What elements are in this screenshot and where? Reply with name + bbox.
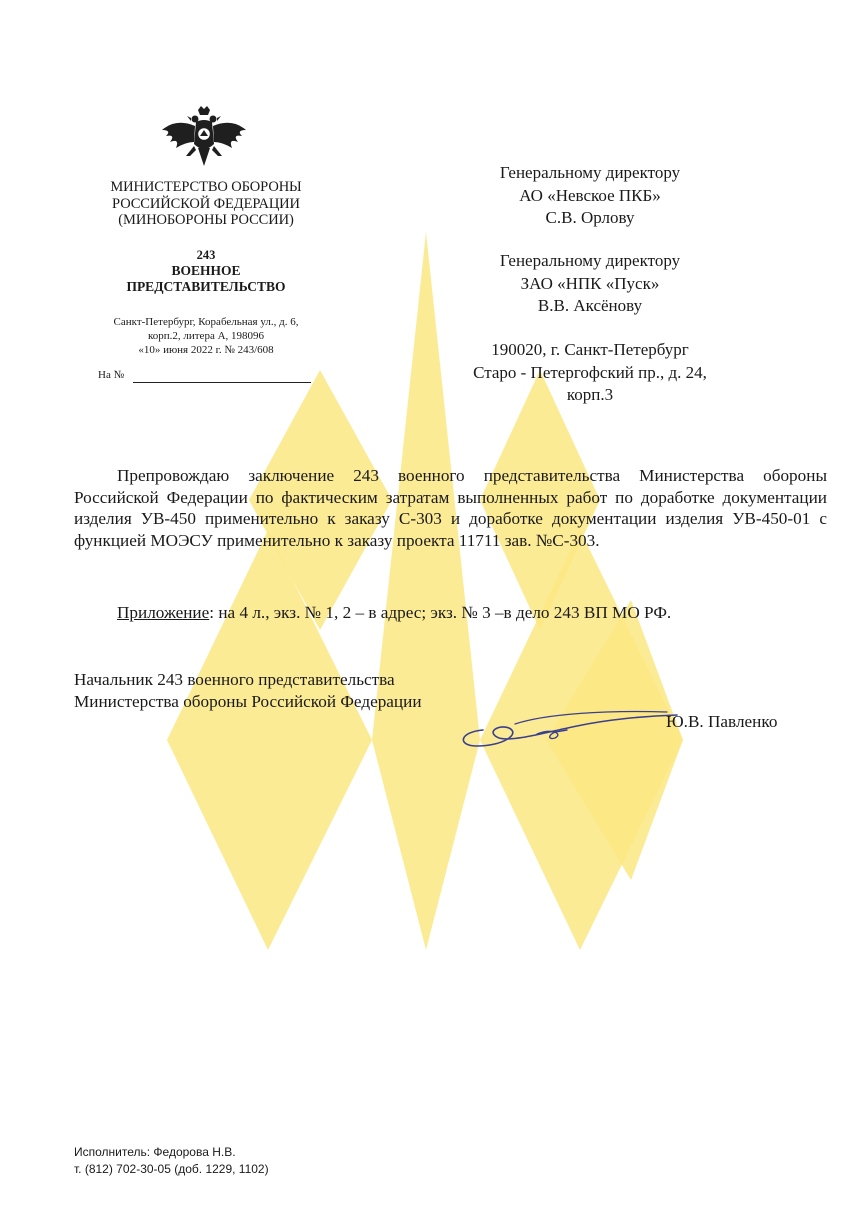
- recipient-line: Генеральному директору: [499, 163, 681, 182]
- handwritten-signature-icon: [455, 706, 680, 751]
- address-line: корп.2, литера А, 198096: [147, 330, 265, 342]
- executor-block: [74, 1144, 269, 1178]
- address-line: Санкт-Петербург, Корабельная ул., д. 6,: [113, 316, 299, 328]
- signatory-name: Ю.В. Павленко: [666, 712, 778, 731]
- executor-phone: т. (812) 702-30-05 (доб. 1229, 1102): [74, 1162, 269, 1176]
- attachment-text: : на 4 л., экз. № 1, 2 – в адрес; экз. № 3 –в дело 243 ВП МО РФ.: [209, 603, 672, 622]
- ministry-line: (МИНОБОРОНЫ РОССИИ): [118, 212, 294, 228]
- recipient-address-line: корп.3: [566, 385, 614, 404]
- body-paragraph: Препровождаю заключение 243 военного представительства Министерства обороны Российской Федерации по фактическим затратам выполненных работ по доработке документации изделия УВ-450 применительно к заказу С-303 и доработке документации изделия УВ-450-01 с функцией МОЭСУ применительно к заказу проекта 11711 зав. №С-303.: [74, 466, 827, 550]
- recipient-second: [425, 250, 755, 318]
- unit-number: 243: [196, 248, 216, 262]
- signatory-title-line: Начальник 243 военного представительства: [74, 670, 395, 689]
- date-number: «10» июня 2022 г. № 243/608: [138, 344, 274, 356]
- unit-line: ВОЕННОЕ: [171, 263, 241, 278]
- recipient-line: ЗАО «НПК «Пуск»: [520, 273, 660, 293]
- double-headed-eagle-icon: [158, 104, 250, 176]
- reference-blank-line: [133, 382, 311, 383]
- ministry-line: МИНИСТЕРСТВО ОБОРОНЫ: [110, 179, 302, 195]
- unit-block: [60, 247, 352, 295]
- executor-name: Исполнитель: Федорова Н.В.: [74, 1145, 236, 1159]
- unit-line: ПРЕДСТАВИТЕЛЬСТВО: [126, 279, 286, 294]
- signatory-title: [74, 669, 422, 712]
- recipient-line: В.В. Аксёнову: [537, 296, 643, 315]
- attachment-label: Приложение: [117, 603, 210, 622]
- recipient-first: [425, 162, 755, 230]
- recipient-line: АО «Невское ПКБ»: [519, 185, 661, 205]
- recipient-line: С.В. Орлову: [545, 208, 635, 227]
- signatory-title-line: Министерства обороны Российской Федерации: [74, 691, 422, 711]
- attachment-line: [117, 603, 671, 623]
- ministry-line: РОССИЙСКОЙ ФЕДЕРАЦИИ: [112, 195, 300, 212]
- watermark-diamond: [167, 530, 372, 950]
- recipient-address: [425, 339, 755, 407]
- recipient-address-line: 190020, г. Санкт-Петербург: [491, 340, 689, 359]
- reference-label: На №: [98, 369, 125, 381]
- recipient-line: Генеральному директору: [499, 251, 681, 270]
- sender-address: [60, 315, 352, 357]
- recipient-address-line: Старо - Петергофский пр., д. 24,: [473, 362, 707, 382]
- ministry-block: [60, 179, 352, 229]
